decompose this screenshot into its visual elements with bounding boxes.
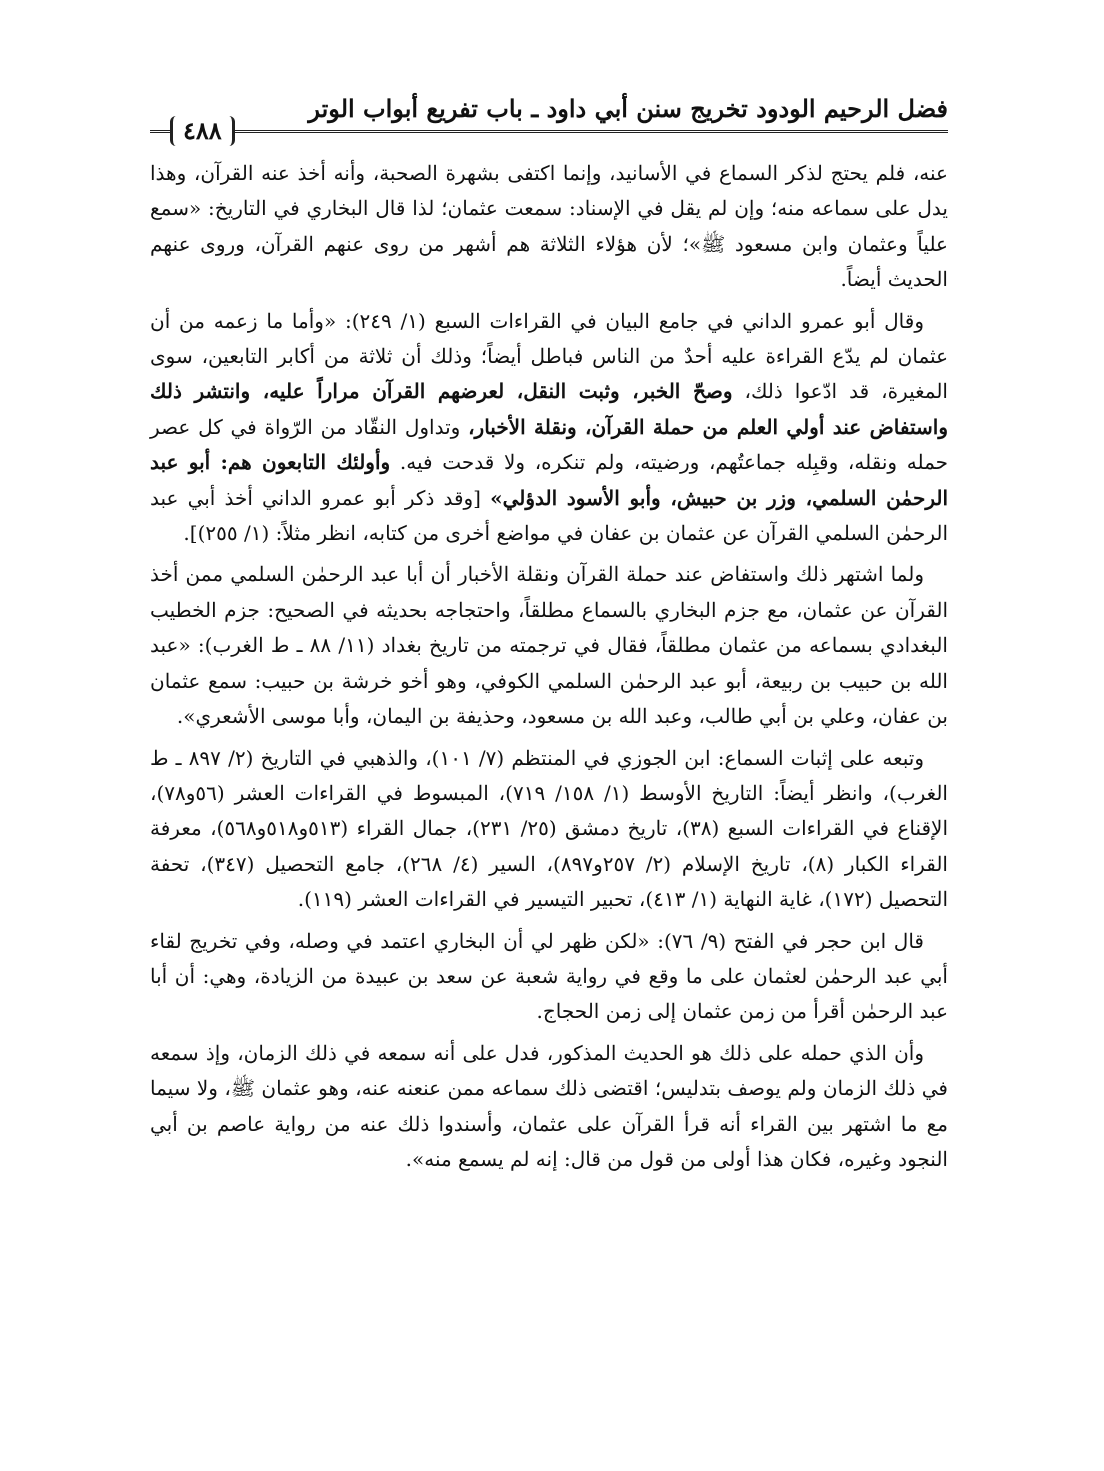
paragraph — [150, 304, 948, 552]
text-run: وتبعه على إثبات السماع: ابن الجوزي في المنتظم (٧/ ١٠١)، والذهبي في التاريخ (٢/ ٨٩٧ ـ ط الغرب)، وانظر أيضاً: التاريخ الأوسط (١/ ١٥٨/ ٧١٩)، المبسوط في القراءات العشر (٥٦و٧٨)، الإقناع في القراءات السبع (٣٨)، تاريخ دمشق (٢٥/ ٢٣١)، جمال القراء (٥١٣و٥١٨و٥٦٨)، معرفة القراء الكبار (٨)، تاريخ الإسلام (٢/ ٢٥٧و٨٩٧)، السير (٤/ ٢٦٨)، جامع التحصيل (٣٤٧)، تحفة التحصيل (١٧٢)، غاية النهاية (١/ ٤١٣)، تحبير التيسير في القراءات العشر (١١٩). — [150, 745, 948, 912]
text-run: وقال أبو عمرو الداني في جامع البيان في القراءات السبع (١/ ٢٤٩): «وأما ما زعمه من أن عثمان لم يدّع القراءة عليه أحدٌ من الناس فباطل أيضاً؛ وذلك أن ثلاثة من أكابر التابعين، سوى المغيرة، قد ادّعوا ذلك، — [150, 308, 948, 404]
running-title: فضل الرحيم الودود تخريج سنن أبي داود ـ باب تفريع أبواب الوتر — [308, 94, 948, 123]
paragraph — [150, 557, 948, 734]
text-run: ولما اشتهر ذلك واستفاض عند حملة القرآن ونقلة الأخبار أن أبا عبد الرحمٰن السلمي ممن أخذ القرآن عن عثمان، مع جزم البخاري بالسماع مطلقاً، واحتجاجه بحديثه في الصحيح: جزم الخطيب البغدادي بسماعه من عثمان مطلقاً، فقال في ترجمته من تاريخ بغداد (١١/ ٨٨ ـ ط الغرب): «عبد الله بن حبيب بن ربيعة، أبو عبد الرحمٰن السلمي الكوفي، وهو أخو خرشة بن حبيب: سمع عثمان بن عفان، وعلي بن أبي طالب، وعبد الله بن مسعود، وحذيفة بن اليمان، وأبا موسى الأشعري». — [150, 562, 948, 729]
bold-text-run: وصحّ الخبر، وثبت النقل، لعرضهم القرآن مراراً عليه، وانتشر ذلك واستفاض عند أولي العلم من حملة القرآن، ونقلة الأخبار، — [150, 379, 948, 439]
paragraph — [150, 1036, 948, 1178]
text-run: عنه، فلم يحتج لذكر السماع في الأسانيد، وإنما اكتفى بشهرة الصحبة، وأنه أخذ عنه القرآن، وهذا يدل على سماعه منه؛ وإن لم يقل في الإسناد: سمعت عثمان؛ لذا قال البخاري في التاريخ: «سمع علياً وعثمان وابن مسعود ﷺ»؛ لأن هؤلاء الثلاثة هم أشهر من روى عنهم القرآن، وروى عنهم الحديث أيضاً. — [150, 161, 948, 292]
text-run: وأن الذي حمله على ذلك هو الحديث المذكور، فدل على أنه سمعه في ذلك الزمان، وإذ سمعه في ذلك الزمان ولم يوصف بتدليس؛ اقتضى ذلك سماعه ممن عنعنه عنه، وهو عثمان ﷺ، ولا سيما مع ما اشتهر بين القراء أنه قرأ القرآن على عثمان، وأسندوا ذلك عنه من رواية عاصم بن أبي النجود وغيره، فكان هذا أولى من قول من قال: إنه لم يسمع منه». — [150, 1040, 948, 1171]
body-text — [150, 156, 948, 1183]
paragraph — [150, 924, 948, 1030]
paragraph — [150, 156, 948, 298]
text-run: وتداول النقّاد من الرّواة في كل عصر حمله ونقله، وقبِله جماعتُهم، ورضيته، ولم تنكره، ولا قدحت فيه. — [150, 414, 948, 475]
page-header — [150, 92, 948, 152]
text-run: [وقد ذكر أبو عمرو الداني أخذ أبي عبد الرحمٰن السلمي القرآن عن عثمان بن عفان في مواضع أخرى من كتابه، انظر مثلاً: (١/ ٢٥٥)]. — [150, 485, 948, 546]
paragraph — [150, 741, 948, 918]
page-number: ٤٨٨ — [170, 116, 235, 146]
bold-text-run: وأولئك التابعون هم: أبو عبد الرحمٰن السلمي، وزر بن حبيش، وأبو الأسود الدؤلي» — [150, 450, 949, 510]
text-run: قال ابن حجر في الفتح (٩/ ٧٦): «لكن ظهر لي أن البخاري اعتمد في وصله، وفي تخريج لقاء أبي عبد الرحمٰن لعثمان على ما وقع في رواية شعبة عن سعد بن عبيدة من الزيادة، وهي: أن أبا عبد الرحمٰن أقرأ من زمن عثمان إلى زمن الحجاج. — [150, 928, 948, 1024]
header-rule — [150, 130, 948, 133]
